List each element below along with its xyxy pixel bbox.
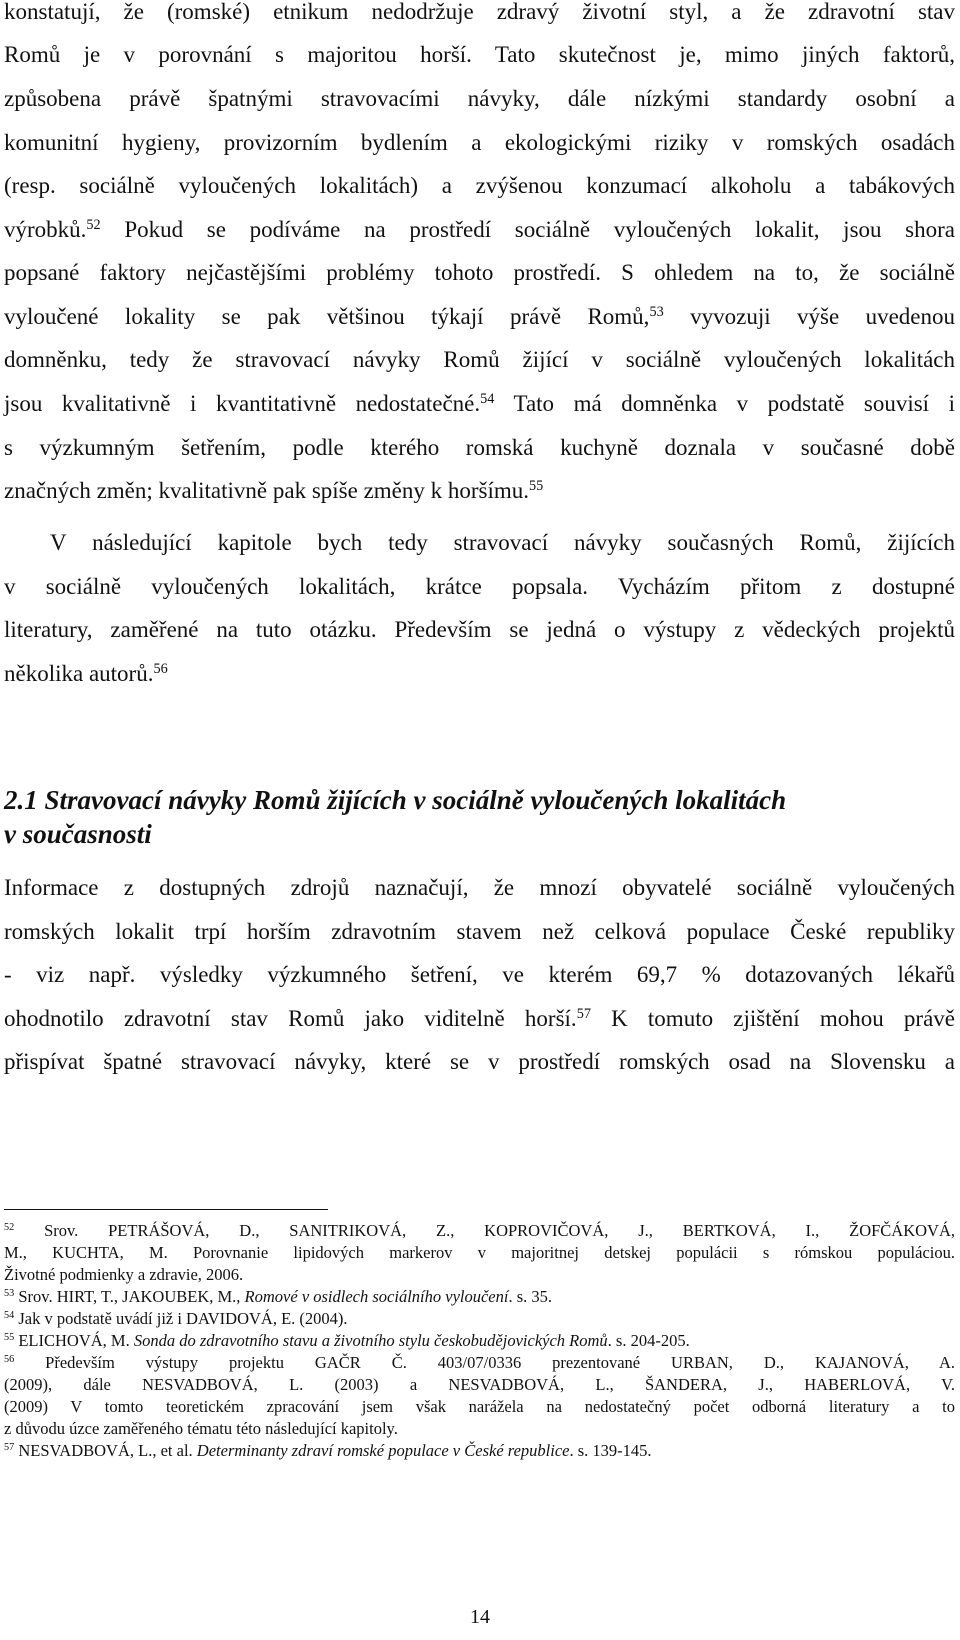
footnote-line: M., KUCHTA, M. Porovnanie lipidových markerov v majoritnej detskej populácii s rómskou populáciou. bbox=[4, 1243, 955, 1262]
text-line: (resp. sociálně vyloučených lokalitách) a zvýšenou konzumací alkoholu a tabákových bbox=[4, 173, 955, 198]
text-line: komunitní hygieny, provizorním bydlením a ekologickými riziky v romských osadách bbox=[4, 130, 955, 155]
text-line: jsou kvalitativně i kvantitativně nedostatečné.$^{54}$ Tato má domněnka v podstatě souvisí i bbox=[4, 391, 955, 416]
footnote-55: $^{55}$ ELICHOVÁ, M. Sonda do zdravotního stavu a životního stylu českobudějovických Romů. s. 204-205. bbox=[4, 1331, 690, 1350]
text-line: způsobena právě špatnými stravovacími návyky, dále nízkými standardy osobní a bbox=[4, 86, 955, 111]
footnote-53: $^{53}$ Srov. HIRT, T., JAKOUBEK, M., Romové v osidlech sociálního vyloučení. s. 35. bbox=[4, 1287, 553, 1306]
text-line: značných změn; kvalitativně pak spíše změny k horšímu.$^{55}$ bbox=[4, 478, 544, 503]
footnote-line: (2009) V tomto teoretickém zpracování jsem však narážela na nedostatečný počet odborná literatury a to bbox=[4, 1397, 955, 1416]
text-line: Romů je v porovnání s majoritou horší. Tato skutečnost je, mimo jiných faktorů, bbox=[4, 42, 955, 67]
footnote-ref-56[interactable]: 56 bbox=[153, 661, 168, 678]
footnote-52: $^{52}$ Srov. PETRÁŠOVÁ, D., SANITRIKOVÁ, Z., KOPROVIČOVÁ, J., BERTKOVÁ, I., ŽOFČÁKOVÁ, bbox=[4, 1221, 956, 1240]
text-line: vyloučené lokality se pak většinou týkají právě Romů,$^{53}$ vyvozuji výše uvedenou bbox=[4, 304, 956, 329]
footnote-57: $^{57}$ NESVADBOVÁ, L., et al. Determinanty zdraví romské populace v České republice. s. 139-145. bbox=[4, 1441, 652, 1460]
footnote-ref-55[interactable]: 55 bbox=[529, 478, 544, 495]
footnote-separator bbox=[4, 1209, 328, 1210]
footnote-ref-52[interactable]: 52 bbox=[86, 217, 101, 234]
text-line: literatury, zaměřené na tuto otázku. Především se jedná o výstupy z vědeckých projektů bbox=[4, 617, 955, 642]
footnote-56: $^{56}$ Především výstupy projektu GAČR Č. 403/07/0336 prezentované URBAN, D., KAJANOVÁ, A. bbox=[4, 1353, 956, 1372]
text-line: romských lokalit trpí horším zdravotním stavem než celková populace České republiky bbox=[4, 919, 955, 944]
text-line: popsané faktory nejčastějšími problémy tohoto prostředí. S ohledem na to, že sociálně bbox=[4, 260, 955, 285]
text-line: V následující kapitole bych tedy stravovací návyky současných Romů, žijících bbox=[50, 530, 955, 555]
footnote-line: z důvodu úzce zaměřeného tématu této následující kapitoly. bbox=[4, 1419, 398, 1438]
text-line: s výzkumným šetřením, podle kterého romská kuchyně doznala v současné době bbox=[4, 435, 955, 460]
footnote-line: Životné podmienky a zdravie, 2006. bbox=[4, 1265, 244, 1284]
text-line: přispívat špatné stravovací návyky, které se v prostředí romských osad na Slovensku a bbox=[4, 1049, 955, 1074]
text-line: výrobků.$^{52}$ Pokud se podíváme na prostředí sociálně vyloučených lokalit, jsou shora bbox=[4, 217, 955, 242]
text-line: konstatují, že (romské) etnikum nedodržuje zdravý životní styl, a že zdravotní stav bbox=[4, 0, 955, 24]
text-line: v sociálně vyloučených lokalitách, krátce popsala. Vycházím přitom z dostupné bbox=[4, 574, 955, 599]
footnote-line: (2009), dále NESVADBOVÁ, L. (2003) a NESVADBOVÁ, L., ŠANDERA, J., HABERLOVÁ, V. bbox=[4, 1375, 955, 1394]
section-heading-continued: v současnosti bbox=[4, 819, 152, 849]
text-line: ohodnotilo zdravotní stav Romů jako viditelně horší.$^{57}$ K tomuto zjištění mohou právě bbox=[4, 1006, 955, 1031]
footnote-ref-57[interactable]: 57 bbox=[576, 1006, 591, 1023]
page-number: 14 bbox=[470, 1606, 490, 1628]
footnote-ref-53[interactable]: 53 bbox=[649, 304, 664, 321]
section-heading: 2.1 Stravovací návyky Romů žijících v sociálně vyloučených lokalitách bbox=[4, 785, 787, 815]
footnote-54: $^{54}$ Jak v podstatě uvádí již i DAVIDOVÁ, E. (2004). bbox=[4, 1309, 348, 1328]
text-line: domněnku, tedy že stravovací návyky Romů žijící v sociálně vyloučených lokalitách bbox=[4, 347, 955, 372]
footnote-ref-54[interactable]: 54 bbox=[480, 391, 495, 408]
text-line: několika autorů.$^{56}$ bbox=[4, 661, 168, 686]
text-line: - viz např. výsledky výzkumného šetření, ve kterém 69,7 % dotazovaných lékařů bbox=[4, 962, 955, 987]
text-line: Informace z dostupných zdrojů naznačují, že mnozí obyvatelé sociálně vyloučených bbox=[4, 875, 955, 900]
